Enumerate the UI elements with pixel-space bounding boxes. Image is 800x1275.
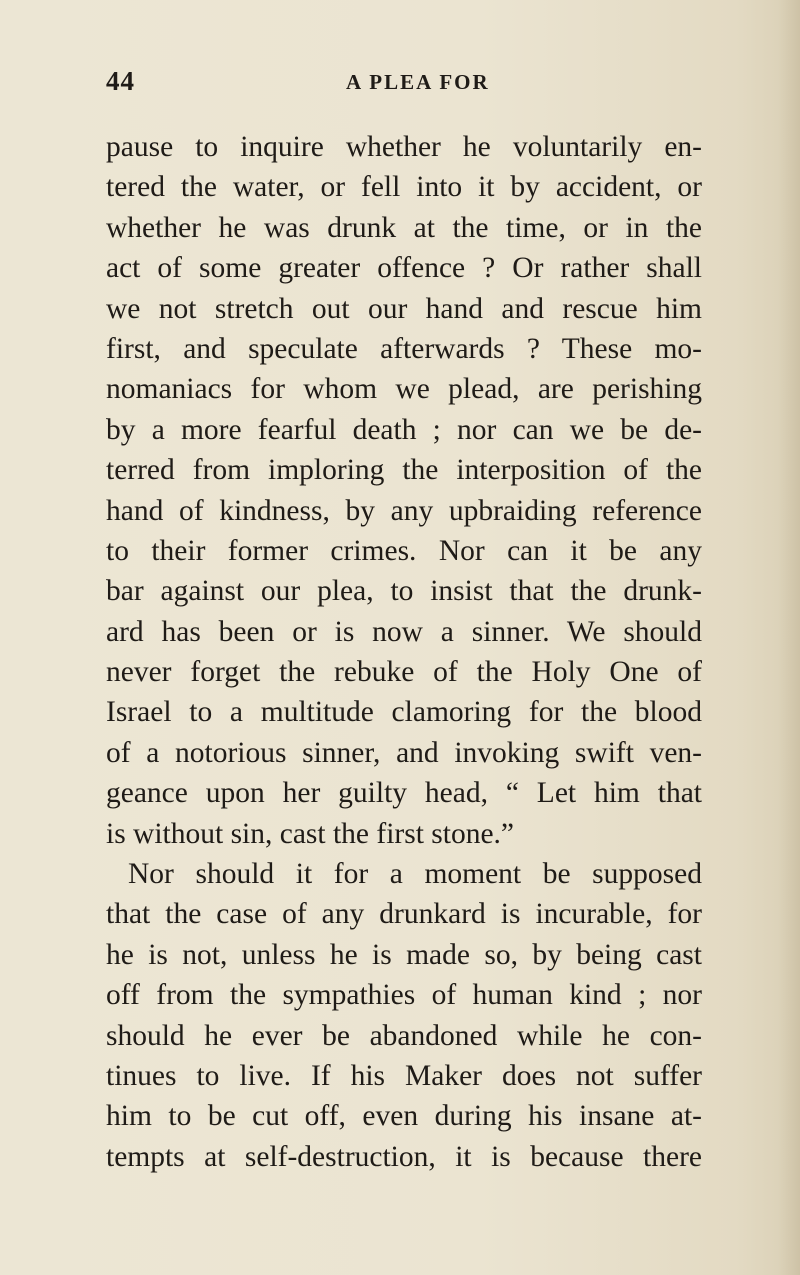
- running-title: A PLEA FOR: [346, 70, 490, 94]
- text-line: bar against our plea, to insist that the drunk-: [106, 575, 702, 608]
- text-line: Israel to a multitude clamoring for the blood: [106, 696, 702, 729]
- text-line: of a notorious sinner, and invoking swift ven-: [106, 736, 702, 769]
- paragraph-start-line: Nor should it for a moment be supposed: [128, 858, 702, 891]
- text-line: tinues to live. If his Maker does not suffer: [106, 1059, 702, 1092]
- text-line: hand of kindness, by any upbraiding reference: [106, 494, 702, 527]
- text-line: to their former crimes. Nor can it be any: [106, 534, 702, 567]
- text-line: that the case of any drunkard is incurable, for: [106, 898, 702, 931]
- text-line: ard has been or is now a sinner. We should: [106, 615, 702, 648]
- text-line: pause to inquire whether he voluntarily en-: [106, 131, 702, 163]
- page-number: 44: [106, 66, 135, 96]
- paragraph-end-line: is without sin, cast the first stone.”: [106, 817, 515, 850]
- text-line: we not stretch out our hand and rescue him: [106, 292, 702, 325]
- text-line: geance upon her guilty head, “ Let him that: [106, 777, 702, 810]
- text-line: tempts at self-destruction, it is because there: [106, 1140, 702, 1173]
- text-line: he is not, unless he is made so, by being cast: [106, 938, 702, 971]
- text-line: tered the water, or fell into it by accident, or: [106, 171, 702, 204]
- text-line: never forget the rebuke of the Holy One of: [106, 656, 702, 689]
- text-line: first, and speculate afterwards ? These mo-: [106, 332, 702, 365]
- text-line: terred from imploring the interposition of the: [106, 454, 702, 487]
- text-line: off from the sympathies of human kind ; nor: [106, 979, 702, 1012]
- text-line: whether he was drunk at the time, or in the: [106, 211, 702, 244]
- text-line: nomaniacs for whom we plead, are perishing: [106, 373, 702, 406]
- text-line: act of some greater offence ? Or rather shall: [106, 252, 702, 285]
- text-line: by a more fearful death ; nor can we be de-: [106, 413, 702, 446]
- text-line: him to be cut off, even during his insane at-: [106, 1100, 702, 1133]
- body-text: [106, 127, 702, 1177]
- text-line: should he ever be abandoned while he con-: [106, 1019, 702, 1052]
- running-head: [106, 66, 706, 106]
